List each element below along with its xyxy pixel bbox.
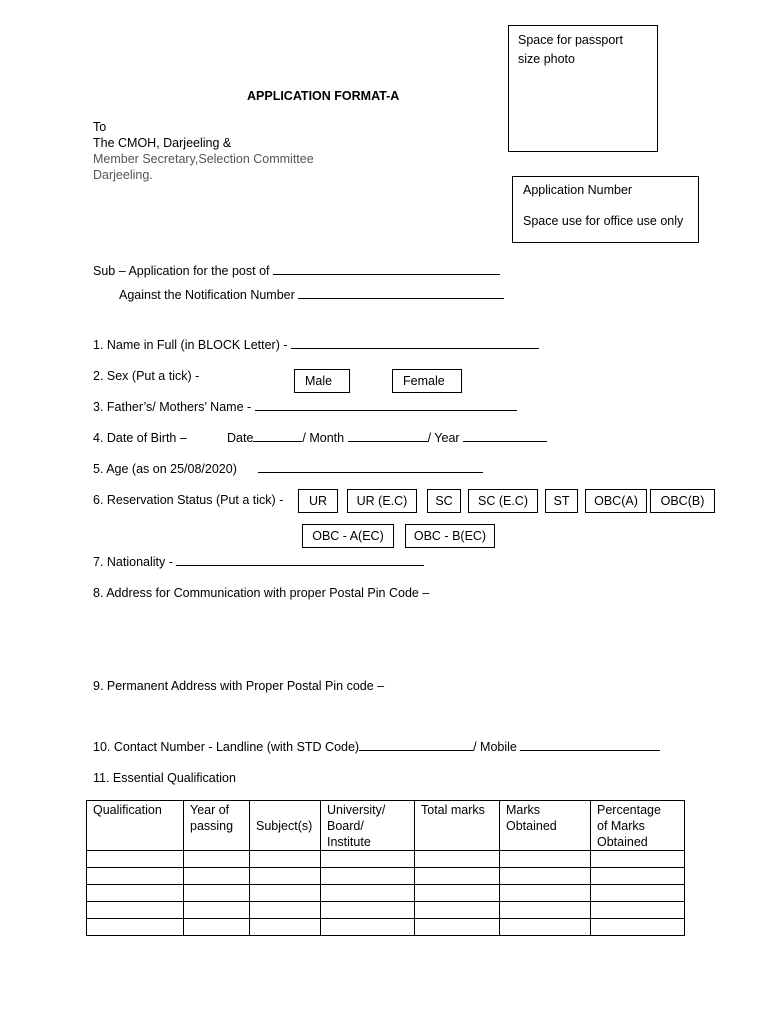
- contact-label: 10. Contact Number - Landline (with STD Code): [93, 740, 360, 754]
- table-cell[interactable]: [250, 868, 321, 885]
- table-row: [87, 919, 685, 936]
- form-title: APPLICATION FORMAT-A: [247, 89, 400, 103]
- table-cell[interactable]: [500, 868, 591, 885]
- dob-year-input-line[interactable]: [463, 431, 547, 442]
- dob-date-input-line[interactable]: [253, 431, 302, 442]
- reservation-label: 6. Reservation Status (Put a tick) -: [93, 493, 284, 507]
- address-comm-area[interactable]: [93, 604, 693, 674]
- table-cell[interactable]: [591, 919, 685, 936]
- reservation-option-obc-b-ec[interactable]: OBC - B(EC): [405, 524, 495, 548]
- header-marks-obtained: Marks Obtained: [500, 801, 591, 851]
- table-cell[interactable]: [500, 885, 591, 902]
- table-cell[interactable]: [184, 919, 250, 936]
- qualification-label: 11. Essential Qualification: [93, 771, 236, 785]
- table-cell[interactable]: [87, 919, 184, 936]
- table-cell[interactable]: [591, 868, 685, 885]
- sex-label: 2. Sex (Put a tick) -: [93, 369, 200, 383]
- name-label: 1. Name in Full (in BLOCK Letter) -: [93, 338, 288, 352]
- office-use-box: [512, 176, 699, 243]
- header-year-of-passing: Year of passing: [184, 801, 250, 851]
- dob-row: [227, 431, 547, 445]
- address-perm-area[interactable]: [93, 697, 693, 737]
- table-row: [87, 885, 685, 902]
- mobile-input-line[interactable]: [520, 740, 660, 751]
- passport-photo-box: [508, 25, 658, 152]
- dob-year-label: / Year: [427, 431, 460, 445]
- table-cell[interactable]: [250, 885, 321, 902]
- header-subjects: Subject(s): [250, 801, 321, 851]
- table-cell[interactable]: [415, 919, 500, 936]
- reservation-option-ur[interactable]: UR: [298, 489, 338, 513]
- table-row: [87, 851, 685, 868]
- photo-box-line2: size photo: [518, 52, 575, 66]
- sex-option-female[interactable]: Female: [392, 369, 462, 393]
- parent-row: [93, 400, 517, 414]
- reservation-option-sc[interactable]: SC: [427, 489, 461, 513]
- subject-post-row: [93, 264, 500, 278]
- table-cell[interactable]: [415, 885, 500, 902]
- age-label: 5. Age (as on 25/08/2020): [93, 462, 237, 476]
- addressee-line3: Darjeeling.: [93, 168, 153, 182]
- office-use-label: Space use for office use only: [523, 214, 684, 228]
- table-row: [87, 902, 685, 919]
- name-row: [93, 338, 539, 352]
- dob-date-label: Date: [227, 431, 254, 445]
- nationality-row: [93, 555, 424, 569]
- table-cell[interactable]: [184, 868, 250, 885]
- table-cell[interactable]: [321, 868, 415, 885]
- subject-notification-row: [119, 288, 504, 302]
- table-cell[interactable]: [415, 851, 500, 868]
- table-cell[interactable]: [184, 851, 250, 868]
- table-cell[interactable]: [415, 868, 500, 885]
- table-cell[interactable]: [87, 885, 184, 902]
- reservation-option-obc-a[interactable]: OBC(A): [585, 489, 647, 513]
- post-input-line[interactable]: [273, 264, 500, 275]
- table-cell[interactable]: [500, 902, 591, 919]
- qualification-table: [86, 800, 685, 936]
- table-cell[interactable]: [184, 885, 250, 902]
- table-row: [87, 868, 685, 885]
- dob-month-input-line[interactable]: [348, 431, 428, 442]
- table-cell[interactable]: [250, 919, 321, 936]
- address-perm-label: 9. Permanent Address with Proper Postal Pin code –: [93, 679, 385, 693]
- table-cell[interactable]: [591, 902, 685, 919]
- table-cell[interactable]: [591, 851, 685, 868]
- header-university: University/ Board/ Institute: [321, 801, 415, 851]
- table-cell[interactable]: [500, 919, 591, 936]
- reservation-option-obc-a-ec[interactable]: OBC - A(EC): [302, 524, 394, 548]
- table-cell[interactable]: [321, 851, 415, 868]
- mobile-label: / Mobile: [473, 740, 517, 754]
- table-cell[interactable]: [250, 851, 321, 868]
- name-input-line[interactable]: [291, 338, 539, 349]
- subject-post-label: Sub – Application for the post of: [93, 264, 270, 278]
- table-cell[interactable]: [321, 919, 415, 936]
- table-cell[interactable]: [250, 902, 321, 919]
- reservation-option-obc-b[interactable]: OBC(B): [650, 489, 715, 513]
- dob-label: 4. Date of Birth –: [93, 431, 187, 445]
- table-cell[interactable]: [87, 868, 184, 885]
- addressee-line2: Member Secretary,Selection Committee: [93, 152, 314, 166]
- table-cell[interactable]: [591, 885, 685, 902]
- sex-option-male[interactable]: Male: [294, 369, 350, 393]
- nationality-label: 7. Nationality -: [93, 555, 173, 569]
- photo-box-line1: Space for passport: [518, 33, 623, 47]
- notification-input-line[interactable]: [298, 288, 504, 299]
- application-number-label: Application Number: [523, 183, 633, 197]
- dob-month-label: / Month: [302, 431, 345, 445]
- parent-input-line[interactable]: [255, 400, 517, 411]
- addressee-to: To: [93, 120, 107, 134]
- header-total-marks: Total marks: [415, 801, 500, 851]
- nationality-input-line[interactable]: [176, 555, 424, 566]
- age-input-line[interactable]: [258, 462, 483, 473]
- contact-row: [93, 740, 660, 754]
- table-cell[interactable]: [500, 851, 591, 868]
- reservation-option-ur-ec[interactable]: UR (E.C): [347, 489, 417, 513]
- table-cell[interactable]: [184, 902, 250, 919]
- header-qualification: Qualification: [87, 801, 184, 851]
- reservation-option-sc-ec[interactable]: SC (E.C): [468, 489, 538, 513]
- header-percentage: Percentage of Marks Obtained: [591, 801, 685, 851]
- address-comm-label: 8. Address for Communication with proper Postal Pin Code –: [93, 586, 430, 600]
- parent-label: 3. Father’s/ Mothers’ Name -: [93, 400, 252, 414]
- addressee-line1: The CMOH, Darjeeling &: [93, 136, 232, 150]
- table-cell[interactable]: [321, 885, 415, 902]
- landline-input-line[interactable]: [359, 740, 473, 751]
- notification-label: Against the Notification Number: [119, 288, 295, 302]
- reservation-option-st[interactable]: ST: [545, 489, 578, 513]
- table-cell[interactable]: [87, 902, 184, 919]
- table-cell[interactable]: [321, 902, 415, 919]
- table-cell[interactable]: [87, 851, 184, 868]
- table-cell[interactable]: [415, 902, 500, 919]
- table-header-row: [87, 801, 685, 851]
